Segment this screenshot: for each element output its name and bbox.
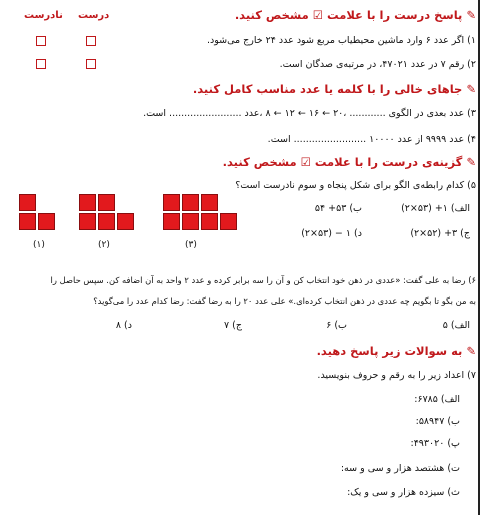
page-border <box>478 0 480 515</box>
option-b[interactable]: ب) ۵۳+ ۵۴ <box>314 203 362 214</box>
block <box>182 194 199 211</box>
block <box>19 194 36 211</box>
section3-heading-text: گزینه‌ی درست را با علامت ☑ مشخص کنید. <box>222 155 463 169</box>
q2-true-checkbox[interactable] <box>86 59 96 69</box>
pencil-icon: ✎ <box>462 344 476 358</box>
block <box>163 194 180 211</box>
block <box>117 213 134 230</box>
q6-option-a[interactable]: الف) ۵ <box>442 320 470 331</box>
option-d[interactable]: د) ۱ − (۵۳×۲) <box>301 228 362 239</box>
question-6-line-1: ۶) رضا به علی گفت: «عددی در ذهن خود انتخاب کن و آن را سه برابر کرده و عدد ۲ واحد به آن اضافه کن. سپس حاصل را <box>50 275 476 285</box>
block <box>182 213 199 230</box>
pencil-icon: ✎ <box>462 155 476 169</box>
false-column-header: نادرست <box>24 10 63 21</box>
block <box>220 213 237 230</box>
q6-option-b[interactable]: ب) ۶ <box>326 320 347 331</box>
block <box>201 213 218 230</box>
q2-false-checkbox[interactable] <box>36 59 46 69</box>
section3-heading <box>223 155 476 169</box>
block <box>79 194 96 211</box>
question-7: ۷) اعداد زیر را به رقم و حروف بنویسید. <box>317 370 476 381</box>
block <box>79 213 96 230</box>
question-4: ۴) عدد ۹۹۹۹ از عدد ۱۰۰۰۰ ........................ است. <box>267 134 476 145</box>
figure-2-label: (۲) <box>98 240 110 250</box>
option-a[interactable]: الف) ۱+ (۵۳×۲) <box>401 203 470 214</box>
q1-true-checkbox[interactable] <box>86 36 96 46</box>
option-c[interactable]: ج) ۳+ (۵۲×۲) <box>410 228 470 239</box>
q7-item-b: ب) ۵۸۹۴۷: <box>415 416 460 427</box>
pencil-icon: ✎ <box>462 8 476 22</box>
q7-item-e: ث) سیزده هزار و سی و یک: <box>347 487 460 498</box>
true-column-header: درست <box>78 10 110 21</box>
question-1: ۱) اگر عدد ۶ وارد ماشین محیطیاب مربع شود عدد ۲۴ خارج می‌شود. <box>207 35 476 46</box>
block <box>19 213 36 230</box>
pencil-icon: ✎ <box>462 82 476 96</box>
q1-false-checkbox[interactable] <box>36 36 46 46</box>
block <box>38 213 55 230</box>
q6-option-d[interactable]: د) ۸ <box>115 320 132 331</box>
section1-heading-text: پاسخ درست را با علامت ☑ مشخص کنید. <box>234 8 463 22</box>
question-3: ۳) عدد بعدی در الگوی ............ ،۲۰ ← ۱۶ ← ۱۲ ← ۸ ،عدد ........................ است. <box>143 108 476 119</box>
block <box>98 194 115 211</box>
figure-3-label: (۳) <box>185 240 197 250</box>
section4-heading <box>317 344 476 358</box>
q7-item-d: ت) هشتصد هزار و سی و سه: <box>340 463 460 474</box>
question-6-line-2: به من بگو تا بگویم چه عددی در ذهن انتخاب کرده‌ای.» علی عدد ۲۰ را به رضا گفت: رضا کدام عدد را می‌گوید؟ <box>93 296 476 306</box>
section2-heading <box>193 82 476 96</box>
section4-heading-text: به سوالات زیر پاسخ دهید. <box>316 344 463 358</box>
q7-item-c: پ) ۴۹۳۰۲۰: <box>410 438 460 449</box>
block <box>98 213 115 230</box>
section2-heading-text: جاهای خالی را با کلمه یا عدد مناسب کامل کنید. <box>192 82 463 96</box>
q7-item-a: الف) ۶۷۸۵: <box>414 394 460 405</box>
block <box>201 194 218 211</box>
q6-option-c[interactable]: ج) ۷ <box>224 320 242 331</box>
section1-heading <box>235 8 476 22</box>
question-2: ۲) رقم ۷ در عدد ۴۷۰۲۱، در مرتبه‌ی صدگان است. <box>279 59 476 70</box>
figure-1-label: (۱) <box>33 240 45 250</box>
block <box>163 213 180 230</box>
question-5: ۵) کدام رابطه‌ی الگو برای شکل پنجاه و سوم نادرست است؟ <box>235 180 476 191</box>
